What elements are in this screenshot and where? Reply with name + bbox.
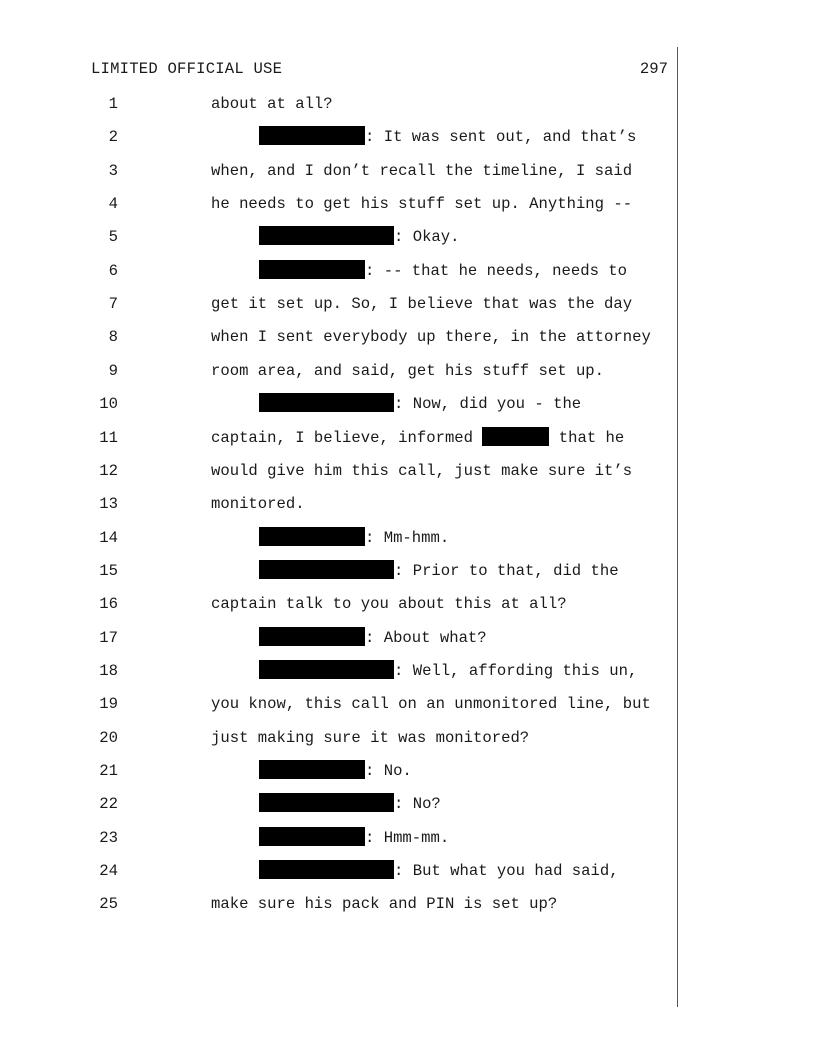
line-text xyxy=(211,492,305,516)
line-number: 16 xyxy=(99,595,118,614)
speaker-redaction-block xyxy=(259,226,394,245)
transcript-line xyxy=(0,726,816,750)
line-number: 2 xyxy=(108,128,118,147)
line-number: 18 xyxy=(99,661,118,680)
line-text-segment: monitored. xyxy=(211,495,305,514)
line-number: 6 xyxy=(108,261,118,280)
line-number: 12 xyxy=(99,461,118,480)
line-text xyxy=(211,459,632,483)
transcript-line xyxy=(0,526,816,550)
line-number: 9 xyxy=(108,361,118,380)
transcript-line xyxy=(0,859,816,883)
line-number: 19 xyxy=(99,695,118,714)
speaker-redaction-block xyxy=(259,793,394,812)
transcript-line xyxy=(0,692,816,716)
classification-header: LIMITED OFFICIAL USE xyxy=(91,60,283,78)
speaker-text: : No? xyxy=(394,795,441,814)
line-text xyxy=(211,426,624,450)
transcript-line xyxy=(0,192,816,216)
line-number: 1 xyxy=(108,95,118,113)
speaker-redaction-block xyxy=(259,126,365,145)
line-number: 21 xyxy=(99,762,118,780)
transcript-line xyxy=(0,659,816,683)
speaker-text: : Okay. xyxy=(394,228,460,247)
line-text-segment: get it set up. So, I believe that was the day xyxy=(211,295,633,314)
transcript-line xyxy=(0,159,816,183)
transcript-line xyxy=(0,325,816,349)
line-number: 11 xyxy=(99,428,118,447)
line-number: 24 xyxy=(99,862,118,881)
line-number: 20 xyxy=(99,728,118,747)
transcript-line xyxy=(0,759,816,783)
transcript-line xyxy=(0,259,816,283)
line-text xyxy=(211,292,632,316)
transcript-line xyxy=(0,492,816,516)
speaker-turn xyxy=(259,759,412,783)
line-text xyxy=(211,325,651,349)
speaker-turn xyxy=(259,125,636,149)
line-text-segment: you know, this call on an unmonitored line, but xyxy=(211,695,651,714)
line-number: 14 xyxy=(99,528,118,547)
speaker-turn xyxy=(259,526,449,550)
transcript-line xyxy=(0,826,816,850)
speaker-turn xyxy=(259,659,637,683)
speaker-redaction-block xyxy=(259,760,365,779)
speaker-text: : But what you had said, xyxy=(394,862,619,881)
line-text xyxy=(211,592,567,616)
speaker-turn xyxy=(259,225,460,249)
speaker-turn xyxy=(259,559,619,583)
line-text xyxy=(211,359,604,383)
transcript-line xyxy=(0,592,816,616)
line-text xyxy=(211,892,557,916)
speaker-redaction-block xyxy=(259,527,365,546)
speaker-redaction-block xyxy=(259,560,394,579)
line-text-segment: room area, and said, get his stuff set up. xyxy=(211,361,605,380)
line-text-segment: that he xyxy=(549,428,625,447)
line-number: 8 xyxy=(108,328,118,347)
speaker-redaction-block xyxy=(259,660,394,679)
line-number: 23 xyxy=(99,828,118,847)
speaker-turn xyxy=(259,826,449,850)
speaker-turn xyxy=(259,792,441,816)
transcript-line xyxy=(0,92,816,116)
line-number: 7 xyxy=(108,295,118,314)
speaker-text: : About what? xyxy=(365,628,487,647)
transcript-line xyxy=(0,459,816,483)
transcript-line xyxy=(0,225,816,249)
line-text-segment: would give him this call, just make sure it’s xyxy=(211,461,633,480)
transcript-line xyxy=(0,292,816,316)
transcript-line xyxy=(0,125,816,149)
transcript-line xyxy=(0,359,816,383)
speaker-redaction-block xyxy=(259,393,394,412)
line-text-segment: when I sent everybody up there, in the attorney xyxy=(211,328,651,347)
speaker-turn xyxy=(259,626,487,650)
speaker-text: : Prior to that, did the xyxy=(394,561,619,580)
speaker-text: : It was sent out, and that’s xyxy=(365,128,637,147)
speaker-text: : Now, did you - the xyxy=(394,395,582,414)
speaker-text: : Mm-hmm. xyxy=(365,528,450,547)
line-text-segment: just making sure it was monitored? xyxy=(211,728,530,747)
transcript-line xyxy=(0,559,816,583)
speaker-redaction-block xyxy=(259,860,394,879)
line-number: 25 xyxy=(99,895,118,914)
line-text xyxy=(211,692,651,716)
inline-redaction-block xyxy=(482,427,549,446)
transcript-line xyxy=(0,426,816,450)
transcript-line xyxy=(0,392,816,416)
line-number: 5 xyxy=(108,228,118,247)
speaker-text: : Hmm-mm. xyxy=(365,828,450,847)
line-text xyxy=(211,192,632,216)
transcript-line xyxy=(0,892,816,916)
line-number: 3 xyxy=(108,161,118,180)
speaker-turn xyxy=(259,392,581,416)
line-text-segment: about at all? xyxy=(211,95,333,113)
speaker-redaction-block xyxy=(259,627,365,646)
line-text xyxy=(211,159,632,183)
speaker-redaction-block xyxy=(259,260,365,279)
speaker-text: : No. xyxy=(365,762,412,780)
speaker-text: : Well, affording this un, xyxy=(394,661,638,680)
line-number: 22 xyxy=(99,795,118,814)
line-text-segment: he needs to get his stuff set up. Anything -- xyxy=(211,195,633,214)
transcript-line xyxy=(0,792,816,816)
line-number: 4 xyxy=(108,195,118,214)
line-text-segment: captain, I believe, informed xyxy=(211,428,483,447)
speaker-turn xyxy=(259,259,627,283)
line-text xyxy=(211,726,529,750)
page-number: 297 xyxy=(639,60,668,78)
speaker-redaction-block xyxy=(259,827,365,846)
line-number: 15 xyxy=(99,561,118,580)
line-number: 13 xyxy=(99,495,118,514)
line-number: 10 xyxy=(99,395,118,414)
line-text-segment: captain talk to you about this at all? xyxy=(211,595,567,614)
speaker-text: : -- that he needs, needs to xyxy=(365,261,628,280)
line-number: 17 xyxy=(99,628,118,647)
speaker-turn xyxy=(259,859,619,883)
line-text-segment: make sure his pack and PIN is set up? xyxy=(211,895,558,914)
line-text xyxy=(211,92,333,116)
line-text-segment: when, and I don’t recall the timeline, I said xyxy=(211,161,633,180)
transcript-line xyxy=(0,626,816,650)
